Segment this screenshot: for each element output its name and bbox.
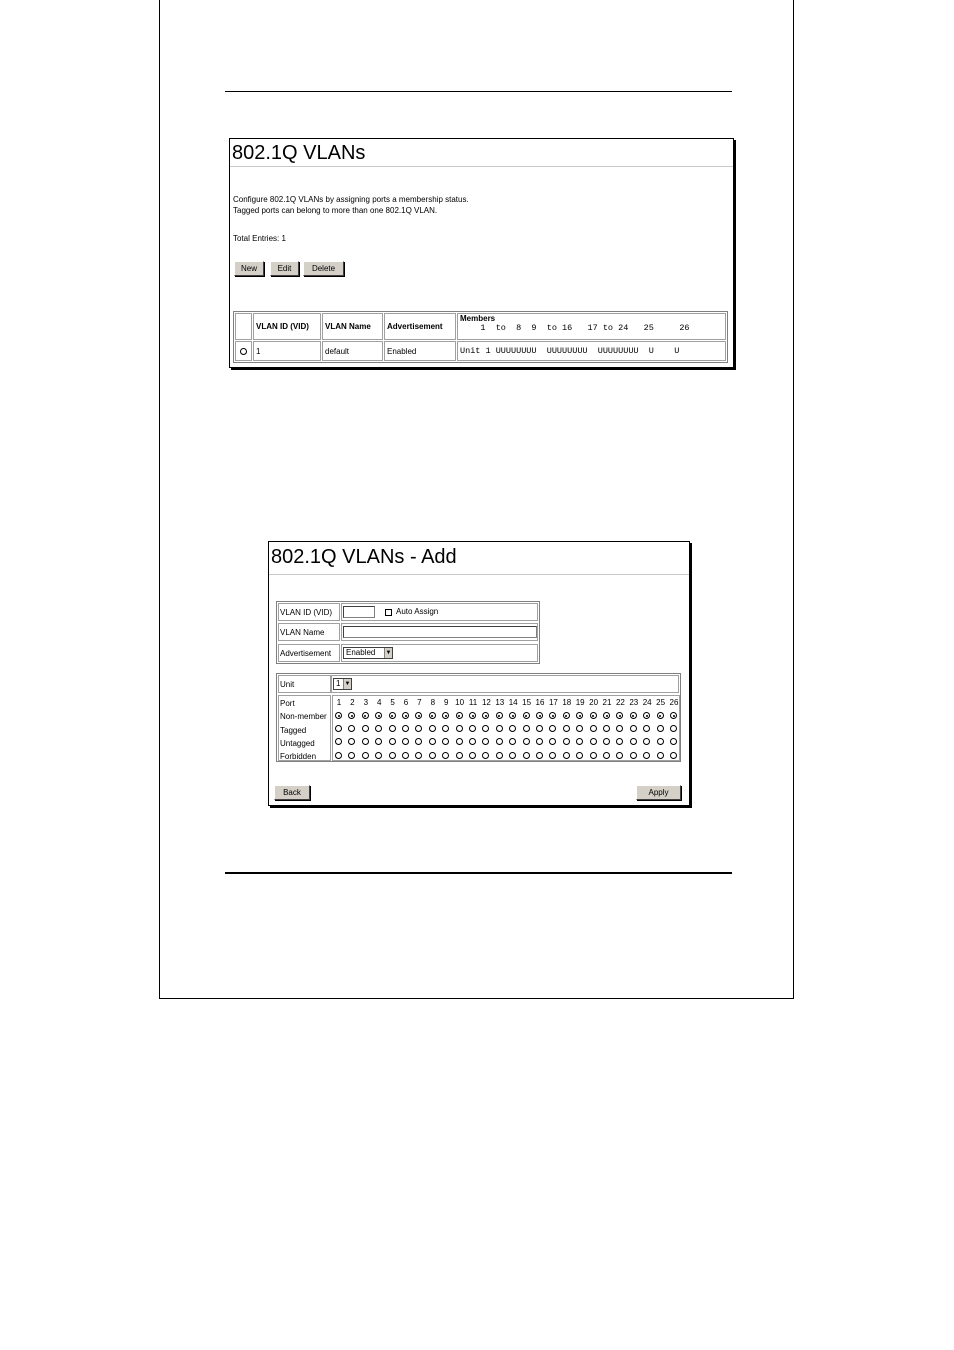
port-21-tagged-radio[interactable] bbox=[603, 725, 610, 732]
port-labels-cell bbox=[278, 695, 331, 761]
port-11-forbidden-radio[interactable] bbox=[469, 752, 476, 759]
vid-value-cell bbox=[341, 603, 538, 621]
vlans-panel bbox=[229, 138, 734, 368]
vlans-description-line1: Configure 802.1Q VLANs by assigning ports a membership status. bbox=[233, 195, 469, 204]
name-value-cell bbox=[341, 623, 538, 641]
port-6-tagged-radio[interactable] bbox=[402, 725, 409, 732]
port-26-tagged-radio[interactable] bbox=[670, 725, 677, 732]
port-3-untagged-radio[interactable] bbox=[362, 738, 369, 745]
port-number-5: 5 bbox=[390, 698, 395, 707]
port-24-tagged-radio[interactable] bbox=[643, 725, 650, 732]
name-row bbox=[277, 622, 539, 642]
port-19-forbidden-radio[interactable] bbox=[576, 752, 583, 759]
name-column-header: VLAN Name bbox=[322, 313, 383, 340]
auto-assign-checkbox[interactable] bbox=[385, 609, 392, 616]
port-label: Port bbox=[280, 699, 295, 708]
port-25-untagged-radio[interactable] bbox=[657, 738, 664, 745]
members-column-header bbox=[457, 313, 726, 340]
port-13-non-member-radio[interactable] bbox=[496, 712, 503, 719]
port-2-untagged-radio[interactable] bbox=[348, 738, 355, 745]
port-5-untagged-radio[interactable] bbox=[389, 738, 396, 745]
port-22-forbidden-radio[interactable] bbox=[616, 752, 623, 759]
port-8-untagged-radio[interactable] bbox=[429, 738, 436, 745]
advertisement-select[interactable] bbox=[343, 647, 393, 659]
port-9-tagged-radio[interactable] bbox=[442, 725, 449, 732]
port-4-forbidden-radio[interactable] bbox=[375, 752, 382, 759]
port-number-12: 12 bbox=[481, 698, 491, 707]
port-10-forbidden-radio[interactable] bbox=[456, 752, 463, 759]
members-port-ranges: 1 to 8 9 to 16 17 to 24 25 26 bbox=[460, 323, 690, 333]
port-7-forbidden-radio[interactable] bbox=[415, 752, 422, 759]
table-row bbox=[235, 341, 726, 361]
port-1-tagged-radio[interactable] bbox=[335, 725, 342, 732]
port-number-25: 25 bbox=[656, 698, 666, 707]
port-26-forbidden-radio[interactable] bbox=[670, 752, 677, 759]
advertisement-value-cell bbox=[341, 644, 538, 662]
port-9-non-member-radio[interactable] bbox=[442, 712, 449, 719]
add-panel bbox=[268, 541, 690, 806]
advertisement-select-value: Enabled bbox=[346, 648, 376, 657]
port-number-23: 23 bbox=[629, 698, 639, 707]
select-column-header bbox=[235, 313, 252, 340]
vid-row bbox=[277, 602, 539, 622]
vlan-form-box bbox=[276, 601, 540, 664]
port-19-non-member-radio[interactable] bbox=[576, 712, 583, 719]
port-19-untagged-radio[interactable] bbox=[576, 738, 583, 745]
port-3-non-member-radio[interactable] bbox=[362, 712, 369, 719]
ports-box bbox=[276, 673, 681, 762]
port-9-untagged-radio[interactable] bbox=[442, 738, 449, 745]
port-23-forbidden-radio[interactable] bbox=[630, 752, 637, 759]
port-6-non-member-radio[interactable] bbox=[402, 712, 409, 719]
port-number-14: 14 bbox=[508, 698, 518, 707]
port-20-non-member-radio[interactable] bbox=[590, 712, 597, 719]
vlans-panel-title: 802.1Q VLANs bbox=[230, 139, 733, 167]
port-23-non-member-radio[interactable] bbox=[630, 712, 637, 719]
port-13-tagged-radio[interactable] bbox=[496, 725, 503, 732]
tagged-label: Tagged bbox=[280, 726, 307, 735]
port-grid bbox=[332, 695, 680, 761]
port-24-forbidden-radio[interactable] bbox=[643, 752, 650, 759]
forbidden-label: Forbidden bbox=[280, 752, 317, 761]
chevron-down-icon: ▼ bbox=[344, 681, 351, 687]
auto-assign-label: Auto Assign bbox=[396, 607, 439, 616]
port-18-non-member-radio[interactable] bbox=[563, 712, 570, 719]
port-number-11: 11 bbox=[468, 698, 478, 707]
port-8-non-member-radio[interactable] bbox=[429, 712, 436, 719]
port-18-untagged-radio[interactable] bbox=[563, 738, 570, 745]
port-17-tagged-radio[interactable] bbox=[549, 725, 556, 732]
untagged-label: Untagged bbox=[280, 739, 315, 748]
delete-button[interactable]: Delete bbox=[303, 261, 344, 276]
port-4-tagged-radio[interactable] bbox=[375, 725, 382, 732]
apply-button[interactable]: Apply bbox=[636, 785, 681, 800]
port-number-4: 4 bbox=[376, 698, 382, 707]
port-5-tagged-radio[interactable] bbox=[389, 725, 396, 732]
port-12-untagged-radio[interactable] bbox=[482, 738, 489, 745]
port-15-untagged-radio[interactable] bbox=[523, 738, 530, 745]
port-18-tagged-radio[interactable] bbox=[563, 725, 570, 732]
port-11-untagged-radio[interactable] bbox=[469, 738, 476, 745]
port-13-forbidden-radio[interactable] bbox=[496, 752, 503, 759]
vid-column-header: VLAN ID (VID) bbox=[253, 313, 321, 340]
advertisement-label: Advertisement bbox=[278, 644, 340, 662]
port-13-untagged-radio[interactable] bbox=[496, 738, 503, 745]
unit-label: Unit bbox=[278, 675, 331, 693]
port-number-26: 26 bbox=[669, 698, 679, 707]
port-16-forbidden-radio[interactable] bbox=[536, 752, 543, 759]
port-16-non-member-radio[interactable] bbox=[536, 712, 543, 719]
port-6-forbidden-radio[interactable] bbox=[402, 752, 409, 759]
row-select-radio[interactable] bbox=[240, 348, 247, 355]
port-20-untagged-radio[interactable] bbox=[590, 738, 597, 745]
port-number-2: 2 bbox=[350, 698, 355, 707]
port-number-16: 16 bbox=[535, 698, 545, 707]
port-24-non-member-radio[interactable] bbox=[643, 712, 650, 719]
port-23-untagged-radio[interactable] bbox=[630, 738, 637, 745]
port-10-tagged-radio[interactable] bbox=[456, 725, 463, 732]
port-3-forbidden-radio[interactable] bbox=[362, 752, 369, 759]
port-26-untagged-radio[interactable] bbox=[670, 738, 677, 745]
unit-value-cell bbox=[331, 675, 679, 693]
port-number-3: 3 bbox=[363, 698, 369, 707]
port-11-non-member-radio[interactable] bbox=[469, 712, 476, 719]
port-17-forbidden-radio[interactable] bbox=[549, 752, 556, 759]
port-9-forbidden-radio[interactable] bbox=[442, 752, 449, 759]
port-21-untagged-radio[interactable] bbox=[603, 738, 610, 745]
row-advertisement: Enabled bbox=[384, 341, 456, 361]
port-5-non-member-radio[interactable] bbox=[389, 712, 396, 719]
port-19-tagged-radio[interactable] bbox=[576, 725, 583, 732]
port-14-tagged-radio[interactable] bbox=[509, 725, 516, 732]
port-number-1: 1 bbox=[336, 698, 342, 707]
new-button[interactable]: New bbox=[234, 261, 264, 276]
total-entries: Total Entries: 1 bbox=[233, 234, 286, 243]
port-22-non-member-radio[interactable] bbox=[616, 712, 623, 719]
port-15-forbidden-radio[interactable] bbox=[523, 752, 530, 759]
port-17-non-member-radio[interactable] bbox=[549, 712, 556, 719]
port-15-non-member-radio[interactable] bbox=[523, 712, 530, 719]
port-4-non-member-radio[interactable] bbox=[375, 712, 382, 719]
port-number-22: 22 bbox=[615, 698, 625, 707]
port-12-tagged-radio[interactable] bbox=[482, 725, 489, 732]
port-4-untagged-radio[interactable] bbox=[375, 738, 382, 745]
port-17-untagged-radio[interactable] bbox=[549, 738, 556, 745]
advertisement-column-header: Advertisement bbox=[384, 313, 456, 340]
port-number-24: 24 bbox=[642, 698, 652, 707]
port-8-tagged-radio[interactable] bbox=[429, 725, 436, 732]
port-22-tagged-radio[interactable] bbox=[616, 725, 623, 732]
name-label: VLAN Name bbox=[278, 623, 340, 641]
port-2-non-member-radio[interactable] bbox=[348, 712, 355, 719]
row-name: default bbox=[322, 341, 383, 361]
unit-select-value: 1 bbox=[336, 679, 341, 688]
port-20-tagged-radio[interactable] bbox=[590, 725, 597, 732]
port-14-non-member-radio[interactable] bbox=[509, 712, 516, 719]
non-member-label: Non-member bbox=[280, 712, 327, 721]
port-number-13: 13 bbox=[495, 698, 505, 707]
vlans-description-line2: Tagged ports can belong to more than one 802.1Q VLAN. bbox=[233, 206, 438, 215]
port-number-9: 9 bbox=[443, 698, 449, 707]
port-number-19: 19 bbox=[575, 698, 585, 707]
port-3-tagged-radio[interactable] bbox=[362, 725, 369, 732]
header-rule bbox=[225, 91, 732, 92]
port-6-untagged-radio[interactable] bbox=[402, 738, 409, 745]
port-number-18: 18 bbox=[562, 698, 572, 707]
edit-button[interactable]: Edit bbox=[270, 261, 299, 276]
port-number-6: 6 bbox=[403, 698, 409, 707]
port-8-forbidden-radio[interactable] bbox=[429, 752, 436, 759]
port-12-forbidden-radio[interactable] bbox=[482, 752, 489, 759]
chevron-down-icon: ▼ bbox=[385, 650, 392, 656]
port-1-untagged-radio[interactable] bbox=[335, 738, 342, 745]
port-7-tagged-radio[interactable] bbox=[415, 725, 422, 732]
unit-select[interactable] bbox=[333, 678, 352, 690]
port-10-non-member-radio[interactable] bbox=[456, 712, 463, 719]
port-26-non-member-radio[interactable] bbox=[670, 712, 677, 719]
footer-rule bbox=[225, 872, 732, 874]
table-header-row bbox=[235, 313, 726, 340]
port-25-tagged-radio[interactable] bbox=[657, 725, 664, 732]
port-14-forbidden-radio[interactable] bbox=[509, 752, 516, 759]
members-header-label: Members bbox=[460, 314, 496, 323]
port-14-untagged-radio[interactable] bbox=[509, 738, 516, 745]
port-25-non-member-radio[interactable] bbox=[657, 712, 664, 719]
port-number-8: 8 bbox=[430, 698, 436, 707]
port-1-non-member-radio[interactable] bbox=[335, 712, 342, 719]
port-20-forbidden-radio[interactable] bbox=[590, 752, 597, 759]
port-16-untagged-radio[interactable] bbox=[536, 738, 543, 745]
port-23-tagged-radio[interactable] bbox=[630, 725, 637, 732]
add-panel-title: 802.1Q VLANs - Add bbox=[269, 542, 689, 575]
port-number-20: 20 bbox=[589, 698, 599, 707]
vlan-name-input[interactable] bbox=[343, 626, 537, 638]
row-select-cell bbox=[235, 341, 252, 361]
row-vid: 1 bbox=[253, 341, 321, 361]
port-number-21: 21 bbox=[602, 698, 612, 707]
port-24-untagged-radio[interactable] bbox=[643, 738, 650, 745]
unit-row bbox=[277, 674, 680, 694]
port-number-10: 10 bbox=[455, 698, 465, 707]
port-25-forbidden-radio[interactable] bbox=[657, 752, 664, 759]
port-number-17: 17 bbox=[548, 698, 558, 707]
vlan-table bbox=[233, 311, 728, 363]
port-16-tagged-radio[interactable] bbox=[536, 725, 543, 732]
port-1-forbidden-radio[interactable] bbox=[335, 752, 342, 759]
vid-input[interactable] bbox=[343, 606, 375, 618]
port-12-non-member-radio[interactable] bbox=[482, 712, 489, 719]
port-7-non-member-radio[interactable] bbox=[415, 712, 422, 719]
port-2-forbidden-radio[interactable] bbox=[348, 752, 355, 759]
vid-label: VLAN ID (VID) bbox=[278, 603, 340, 621]
port-11-tagged-radio[interactable] bbox=[469, 725, 476, 732]
port-7-untagged-radio[interactable] bbox=[415, 738, 422, 745]
port-10-untagged-radio[interactable] bbox=[456, 738, 463, 745]
port-22-untagged-radio[interactable] bbox=[616, 738, 623, 745]
port-18-forbidden-radio[interactable] bbox=[563, 752, 570, 759]
back-button[interactable]: Back bbox=[274, 785, 310, 800]
port-number-7: 7 bbox=[417, 698, 422, 707]
port-5-forbidden-radio[interactable] bbox=[389, 752, 396, 759]
port-15-tagged-radio[interactable] bbox=[523, 725, 530, 732]
port-number-15: 15 bbox=[522, 698, 532, 707]
port-2-tagged-radio[interactable] bbox=[348, 725, 355, 732]
advertisement-row bbox=[277, 643, 539, 663]
row-members: Unit 1 UUUUUUUU UUUUUUUU UUUUUUUU U U bbox=[457, 341, 726, 361]
port-21-forbidden-radio[interactable] bbox=[603, 752, 610, 759]
port-21-non-member-radio[interactable] bbox=[603, 712, 610, 719]
